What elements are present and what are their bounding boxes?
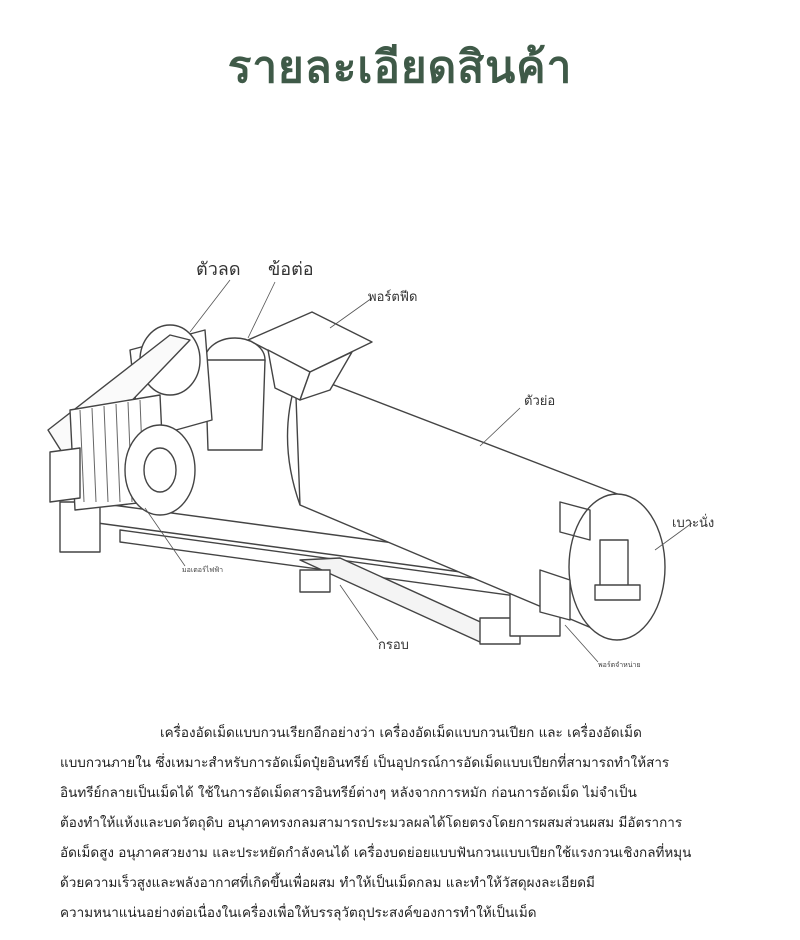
label-discharge-port: พอร์ตจำหน่าย <box>598 661 641 669</box>
description-line: อัดเม็ดสูง อนุภาคสวยงาม และประหยัดกำลังคนได้ เครื่องบดย่อยแบบฟันกวนแบบเปียกใช้แรงกวนเชิงกลที่หมุน <box>60 845 692 861</box>
label-body: ตัวย่อ <box>524 394 556 409</box>
description-line: แบบกวนภายใน ซึ่งเหมาะสำหรับการอัดเม็ดปุ๋ยอินทรีย์ เป็นอุปกรณ์การอัดเม็ดแบบเปียกที่สามารถทำให้สาร <box>60 755 670 771</box>
description-line: ความหนาแน่นอย่างต่อเนื่องในเครื่องเพื่อให้บรรลุวัตถุประสงค์ของการทำให้เป็นเม็ด <box>60 905 537 921</box>
description-line: ต้องทำให้แห้งและบดวัตถุดิบ อนุภาคทรงกลมสามารถประมวลผลได้โดยตรงโดยการผสมส่วนผสม มีอัตราการ <box>60 815 683 831</box>
label-reducer: ตัวลด <box>196 259 241 280</box>
page-title: รายละเอียดสินค้า <box>227 42 573 93</box>
label-coupling: ข้อต่อ <box>268 259 314 280</box>
label-feed-port: พอร์ตฟีด <box>368 290 418 305</box>
product-description <box>60 718 760 928</box>
label-seat: เบาะนั่ง <box>672 516 715 531</box>
machine-diagram <box>0 240 800 680</box>
label-motor: มอเตอร์ไฟฟ้า <box>182 566 224 574</box>
label-frame: กรอบ <box>378 638 409 653</box>
description-line: อินทรีย์กลายเป็นเม็ดได้ ใช้ในการอัดเม็ดสารอินทรีย์ต่างๆ หลังจากการหมัก ก่อนการอัดเม็ด ไม่จำเป็น <box>60 785 637 801</box>
description-line: เครื่องอัดเม็ดแบบกวนเรียกอีกอย่างว่า เครื่องอัดเม็ดแบบกวนเปียก และ เครื่องอัดเม็ด <box>160 725 642 741</box>
description-line: ด้วยความเร็วสูงและพลังอากาศที่เกิดขึ้นเพื่อผสม ทำให้เป็นเม็ดกลม และทำให้วัสดุผงละเอียดมี <box>60 875 595 891</box>
